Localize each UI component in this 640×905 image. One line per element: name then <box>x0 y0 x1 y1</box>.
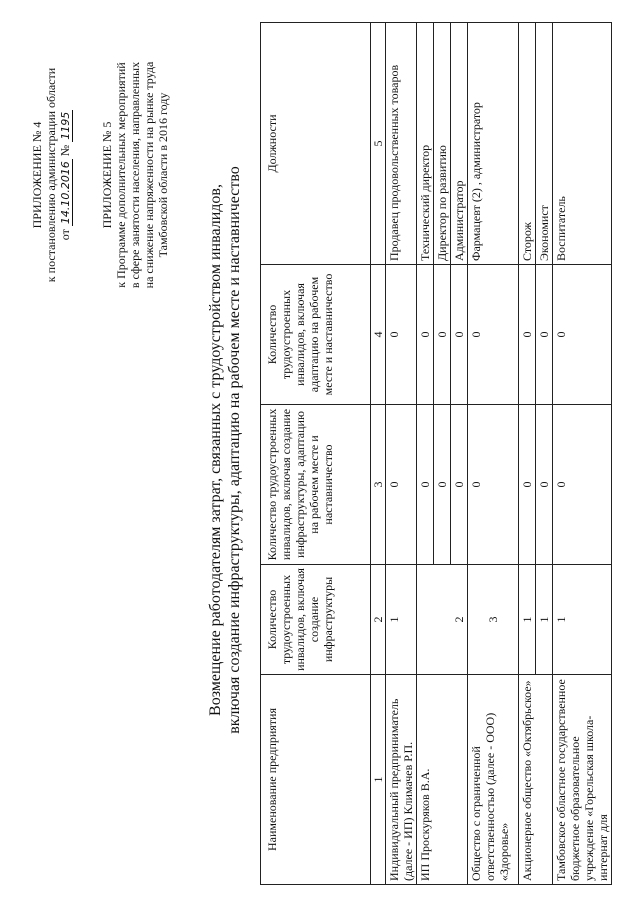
table-header-row <box>261 23 371 885</box>
decree-date-line: от 14.10.2016 № 1195 <box>58 111 72 241</box>
count-infra-adapt: 0 <box>417 405 434 565</box>
appendix-5-line: к Программе дополнительных мероприятий <box>114 62 128 288</box>
enterprise-name: Акционерное общество «Октябрьское» <box>519 675 553 885</box>
count-adapt: 0 <box>417 265 434 405</box>
enterprise-name: Индивидуальный предприниматель (далее - ИП) Климачев Р.П. <box>386 675 417 885</box>
count-infra-adapt: 0 <box>468 405 519 565</box>
position: Фармацевт (2) , администратор <box>468 23 519 265</box>
employers-table <box>260 22 612 885</box>
enterprise-name: ИП Проскуряков В.А. <box>417 675 468 885</box>
appendix-4-header <box>30 25 73 325</box>
count-infra: 2 <box>417 565 468 675</box>
count-infra: 1 <box>536 565 553 675</box>
count-adapt: 0 <box>451 265 468 405</box>
position: Воспитатель <box>553 23 612 265</box>
column-header-infra: Количество трудоустроенных инвалидов, включая создание инфраструктуры <box>261 565 371 675</box>
appendix-5-line: в сфере занятости населения, направленных <box>128 61 142 289</box>
count-adapt: 0 <box>553 265 612 405</box>
column-number: 5 <box>371 23 386 265</box>
position: Экономист <box>536 23 553 265</box>
appendix-5-title: ПРИЛОЖЕНИЕ № 5 <box>100 121 114 229</box>
appendix-5-line: на снижение напряженности на рынке труда <box>142 61 156 289</box>
count-infra-adapt: 0 <box>553 405 612 565</box>
position: Технический директор <box>417 23 434 265</box>
column-number: 3 <box>371 405 386 565</box>
count-infra-adapt: 0 <box>536 405 553 565</box>
table-row <box>468 23 519 885</box>
decree-date: 14.10.2016 <box>59 161 72 225</box>
column-header-name: Наименование предприятия <box>261 675 371 885</box>
appendix-5-line: Тамбовской области в 2016 году <box>156 92 170 258</box>
position: Продавец продовольственных товаров <box>386 23 417 265</box>
count-infra: 1 <box>386 565 417 675</box>
column-header-adapt: Количество трудоустроенных инвалидов, включая адаптацию на рабочем месте и наставничество <box>261 265 371 405</box>
position: Сторож <box>519 23 536 265</box>
column-number: 1 <box>371 675 386 885</box>
column-number-row <box>371 23 386 885</box>
table-row <box>519 23 536 885</box>
enterprise-name: Общество с ограниченной ответственностью (далее - ООО) «Здоровье» <box>468 675 519 885</box>
count-infra: 3 <box>468 565 519 675</box>
count-adapt: 0 <box>468 265 519 405</box>
appendix-4-line: к постановлению администрации области <box>44 67 58 283</box>
count-adapt: 0 <box>519 265 536 405</box>
count-infra-adapt: 0 <box>451 405 468 565</box>
table-row <box>417 23 434 885</box>
column-number: 2 <box>371 565 386 675</box>
count-infra: 1 <box>519 565 536 675</box>
table-row <box>553 23 612 885</box>
document-page <box>20 5 620 895</box>
column-number: 4 <box>371 265 386 405</box>
count-infra-adapt: 0 <box>386 405 417 565</box>
count-infra: 1 <box>553 565 612 675</box>
position: Директор по развитию <box>434 23 451 265</box>
document-title: Возмещение работодателям затрат, связанных с трудоустройством инвалидов, включая создание инфраструктуры, адаптацию на рабочем месте и наставничество <box>207 166 243 734</box>
appendix-4-title: ПРИЛОЖЕНИЕ № 4 <box>30 121 44 229</box>
count-adapt: 0 <box>536 265 553 405</box>
enterprise-name: Тамбовское областное государственное бюджетное образовательное учреждение «Горельская школа-интернат для <box>553 675 612 885</box>
count-infra-adapt: 0 <box>519 405 536 565</box>
count-adapt: 0 <box>434 265 451 405</box>
decree-number: 1195 <box>59 111 72 140</box>
table-row <box>386 23 417 885</box>
count-infra-adapt: 0 <box>434 405 451 565</box>
appendix-5-header <box>100 25 170 325</box>
column-header-positions: Должности <box>261 23 371 265</box>
count-adapt: 0 <box>386 265 417 405</box>
position: Администратор <box>451 23 468 265</box>
column-header-infra-adapt: Количество трудоустроенных инвалидов, включая создание инфраструктуры, адаптацию на рабочем месте и наставничество <box>261 405 371 565</box>
